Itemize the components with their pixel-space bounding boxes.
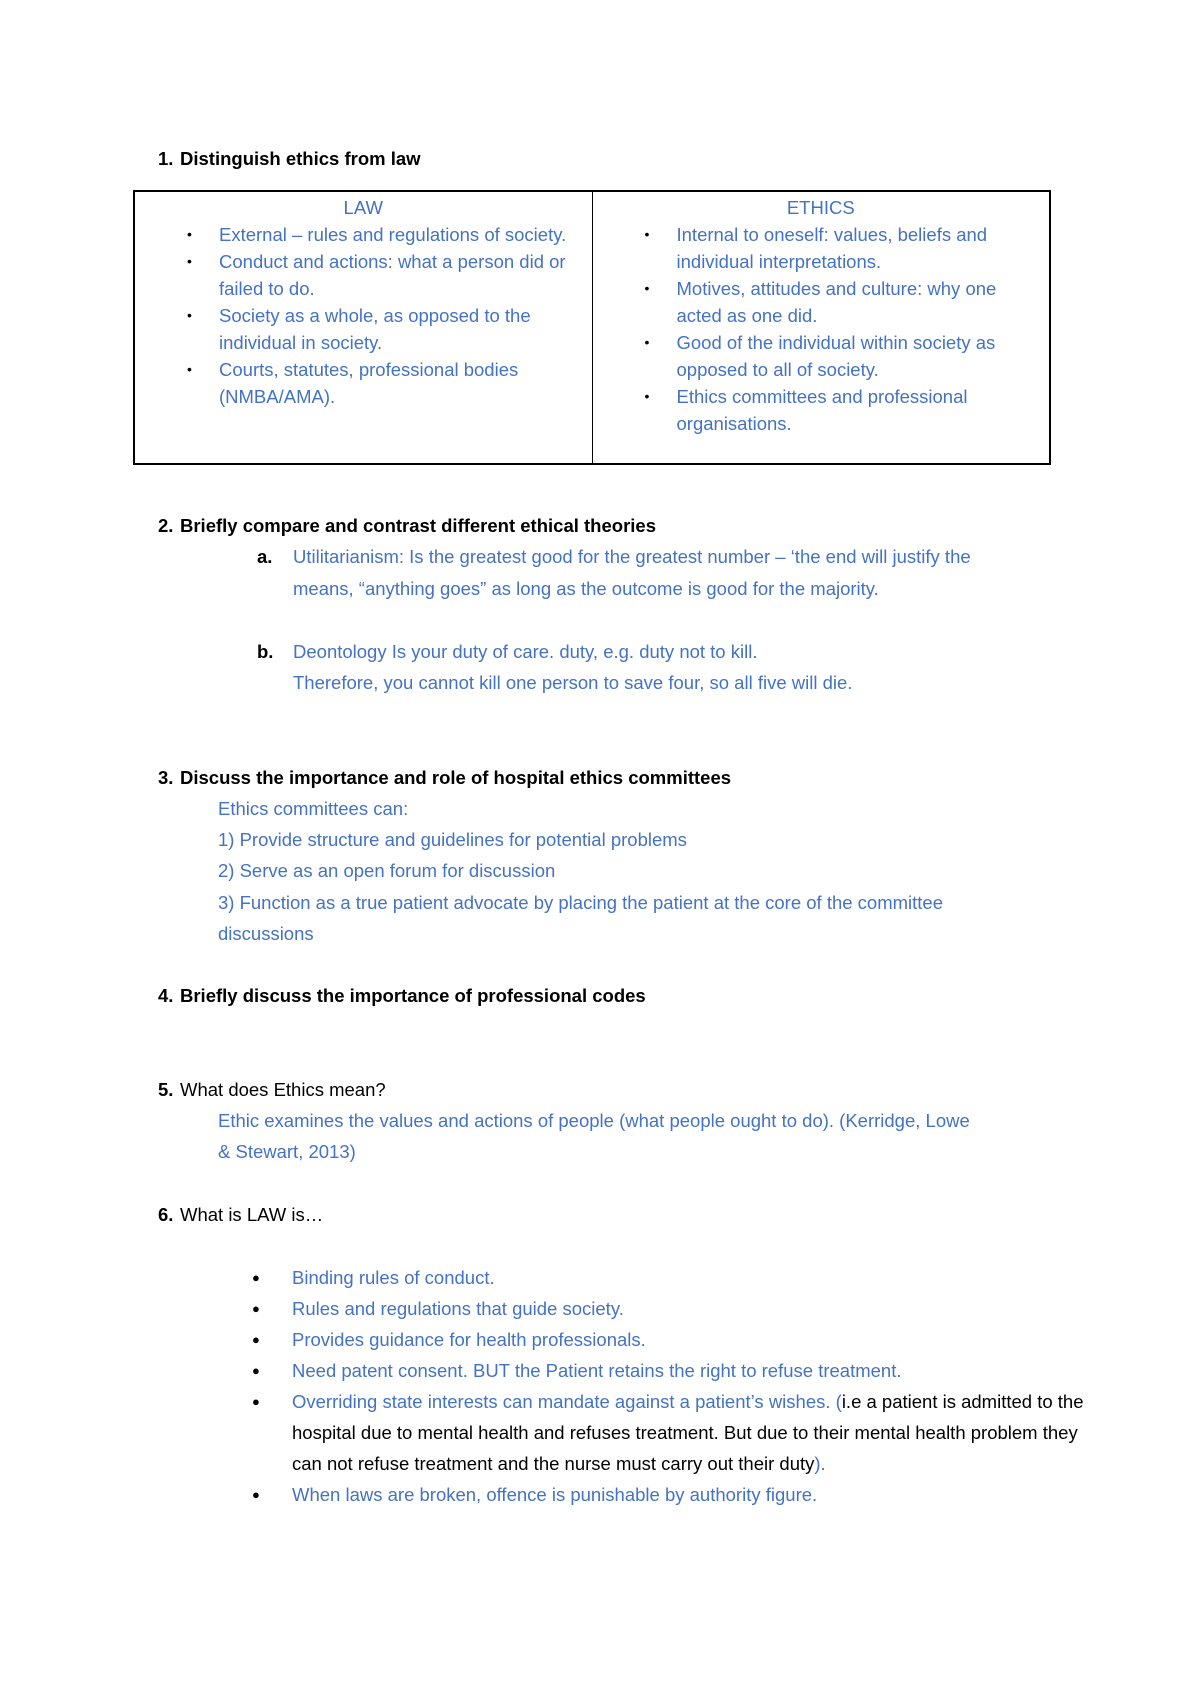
utilitarianism-line-1: Utilitarianism: Is the greatest good for the greatest number – ‘the end will justify the — [293, 546, 971, 567]
committees-line-2: 2) Serve as an open forum for discussion — [218, 860, 556, 881]
law-bullet: ● Need patent consent. BUT the Patient retains the right to refuse treatment. — [252, 1355, 1092, 1386]
committees-line-4: discussions — [218, 923, 314, 944]
question-2 — [158, 515, 656, 537]
ethics-definition-line-1: Ethic examines the values and actions of people (what people ought to do). (Kerridge, Lowe — [218, 1110, 970, 1131]
law-list — [143, 221, 584, 410]
law-item: • Conduct and actions: what a person did or failed to do. — [143, 248, 584, 302]
ethics-heading: ETHICS — [786, 197, 855, 218]
law-item: • Society as a whole, as opposed to the individual in society. — [143, 302, 584, 356]
deontology-line-1: Deontology Is your duty of care. duty, e.g. duty not to kill. — [293, 641, 758, 662]
law-item: • External – rules and regulations of society. — [143, 221, 584, 248]
law-definition-list — [252, 1262, 1092, 1510]
law-item: • Courts, statutes, professional bodies (NMBA/AMA). — [143, 356, 584, 410]
question-number: 3. — [158, 767, 174, 788]
ethics-definition-line-2: & Stewart, 2013) — [218, 1141, 356, 1162]
committees-line-1: 1) Provide structure and guidelines for potential problems — [218, 829, 687, 850]
question-number: 5. — [158, 1079, 174, 1100]
question-text: What does Ethics mean? — [180, 1079, 386, 1100]
utilitarianism-line-2: means, “anything goes” as long as the outcome is good for the majority. — [293, 578, 879, 599]
ethics-item: • Internal to oneself: values, beliefs and individual interpretations. — [601, 221, 1042, 275]
question-number: 4. — [158, 985, 174, 1006]
question-text: Briefly compare and contrast different ethical theories — [180, 515, 656, 536]
question-text: What is LAW is… — [180, 1204, 324, 1225]
question-5 — [158, 1079, 386, 1101]
ethics-item: • Good of the individual within society as opposed to all of society. — [601, 329, 1042, 383]
ethics-list — [601, 221, 1042, 437]
law-column — [134, 191, 592, 464]
ethics-item: • Motives, attitudes and culture: why one acted as one did. — [601, 275, 1042, 329]
ethics-item: • Ethics committees and professional organisations. — [601, 383, 1042, 437]
ethics-column — [592, 191, 1050, 464]
committees-intro: Ethics committees can: — [218, 798, 409, 819]
law-bullet: ● Rules and regulations that guide society. — [252, 1293, 1092, 1324]
question-number: 1. — [158, 148, 174, 169]
subitem-label-b: b. — [257, 641, 274, 662]
law-bullet — [252, 1386, 1092, 1479]
committees-line-3: 3) Function as a true patient advocate by placing the patient at the core of the committee — [218, 892, 944, 913]
subitem-label-a: a. — [257, 546, 273, 567]
law-bullet-example: i.e a patient is admitted to the hospital due to mental health and refuses treatment. But due to their mental health problem they can not refuse treatment and the nurse must carry out their duty — [292, 1391, 1084, 1474]
law-bullet-blue-part: Overriding state interests can mandate against a patient’s wishes. ( — [292, 1391, 842, 1412]
question-text: Briefly discuss the importance of professional codes — [180, 985, 646, 1006]
law-bullet: ● Binding rules of conduct. — [252, 1262, 1092, 1293]
law-bullet: ● Provides guidance for health professionals. — [252, 1324, 1092, 1355]
question-3 — [158, 767, 732, 789]
law-heading: LAW — [343, 197, 383, 218]
question-text: Distinguish ethics from law — [180, 148, 421, 169]
law-bullet-end: ). — [814, 1453, 826, 1474]
question-text: Discuss the importance and role of hospital ethics committees — [180, 767, 732, 788]
question-number: 2. — [158, 515, 174, 536]
question-4 — [158, 985, 646, 1007]
law-ethics-table — [133, 190, 1051, 465]
law-bullet: ● When laws are broken, offence is punishable by authority figure. — [252, 1479, 1092, 1510]
question-1 — [158, 148, 421, 170]
question-6 — [158, 1204, 324, 1226]
question-number: 6. — [158, 1204, 174, 1225]
deontology-line-2: Therefore, you cannot kill one person to save four, so all five will die. — [293, 672, 853, 693]
